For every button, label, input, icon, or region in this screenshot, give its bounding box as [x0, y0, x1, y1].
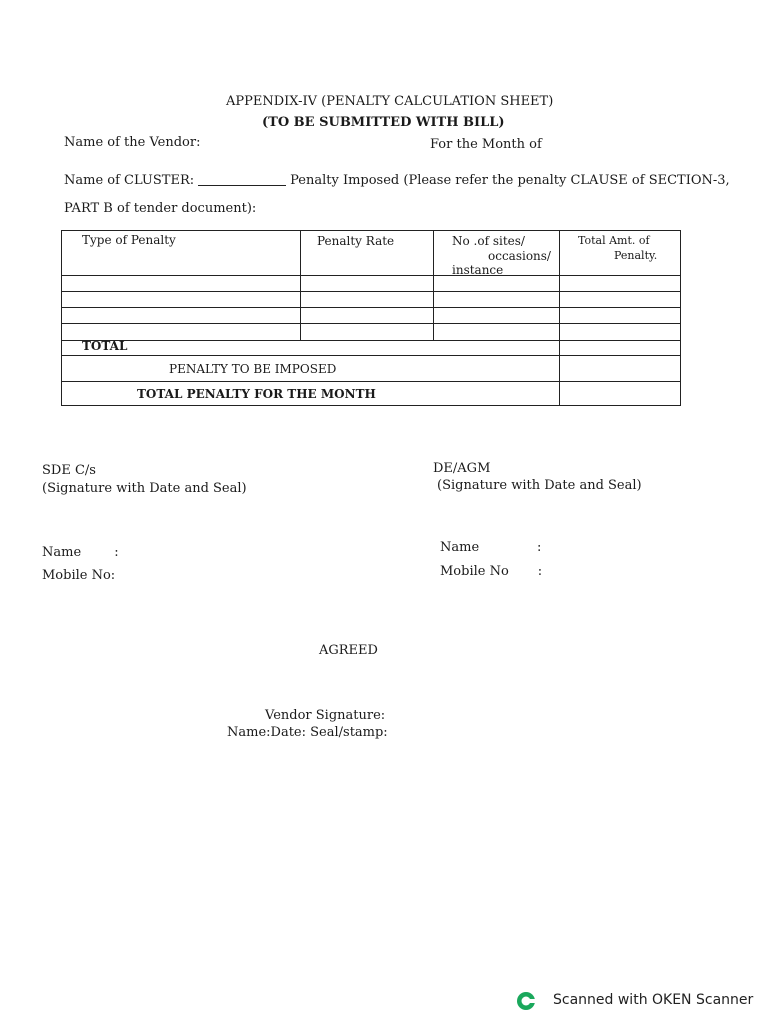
- de-agm-mobile-label: Mobile No :: [440, 564, 543, 579]
- month-label: For the Month of: [430, 137, 542, 152]
- header-total-line1: Total Amt. of: [578, 234, 650, 247]
- table-border-bottom: [61, 405, 681, 406]
- penalty-imposed-text: Penalty Imposed (Please refer the penalty CLAUSE of SECTION-3,: [290, 173, 730, 188]
- table-row-line: [61, 381, 681, 382]
- sde-name-label: Name :: [42, 545, 119, 560]
- scanner-watermark-text: Scanned with OKEN Scanner: [553, 992, 754, 1008]
- header-penalty-rate: Penalty Rate: [317, 234, 395, 248]
- header-sites-line3: instance: [452, 263, 504, 277]
- table-col-line: [300, 230, 301, 341]
- table-col-line: [559, 230, 560, 406]
- sde-mobile-label: Mobile No:: [42, 568, 116, 583]
- de-agm-role-label: DE/AGM: [433, 461, 491, 476]
- table-row-line: [61, 307, 681, 308]
- table-row-line: [61, 275, 681, 276]
- vendor-name-label: Name of the Vendor:: [64, 135, 201, 150]
- agreed-label: AGREED: [319, 643, 378, 658]
- header-sites-line1: No .of sites/: [452, 234, 525, 248]
- table-row-line: [61, 323, 681, 324]
- document-subtitle: (TO BE SUBMITTED WITH BILL): [262, 115, 505, 130]
- header-total-line2: Penalty.: [614, 249, 658, 262]
- de-agm-name-label: Name :: [440, 540, 542, 555]
- de-agm-signature-label: (Signature with Date and Seal): [437, 478, 642, 493]
- cluster-label: Name of CLUSTER:: [64, 173, 195, 188]
- oken-scanner-logo-icon: [516, 991, 536, 1011]
- total-label: TOTAL: [82, 339, 128, 353]
- header-sites-line2: occasions/: [488, 249, 551, 263]
- name-date-seal-label: Name:Date: Seal/stamp:: [227, 725, 388, 740]
- table-col-line: [433, 230, 434, 341]
- sde-signature-label: (Signature with Date and Seal): [42, 481, 247, 496]
- table-border-right: [680, 230, 681, 406]
- cluster-line: [64, 173, 730, 188]
- table-border-left: [61, 230, 62, 406]
- total-penalty-month-label: TOTAL PENALTY FOR THE MONTH: [137, 387, 376, 401]
- penalty-table: [61, 230, 681, 406]
- header-type-of-penalty: Type of Penalty: [82, 233, 176, 247]
- table-border-top: [61, 230, 681, 231]
- part-b-text: PART B of tender document):: [64, 201, 257, 216]
- table-row-line: [61, 291, 681, 292]
- cluster-blank-line: [198, 185, 286, 186]
- table-row-line: [61, 340, 681, 341]
- document-title: APPENDIX-IV (PENALTY CALCULATION SHEET): [226, 94, 554, 109]
- sde-role-label: SDE C/s: [42, 463, 96, 478]
- vendor-signature-label: Vendor Signature:: [265, 708, 386, 723]
- table-row-line: [61, 355, 681, 356]
- penalty-to-be-imposed-label: PENALTY TO BE IMPOSED: [169, 362, 337, 376]
